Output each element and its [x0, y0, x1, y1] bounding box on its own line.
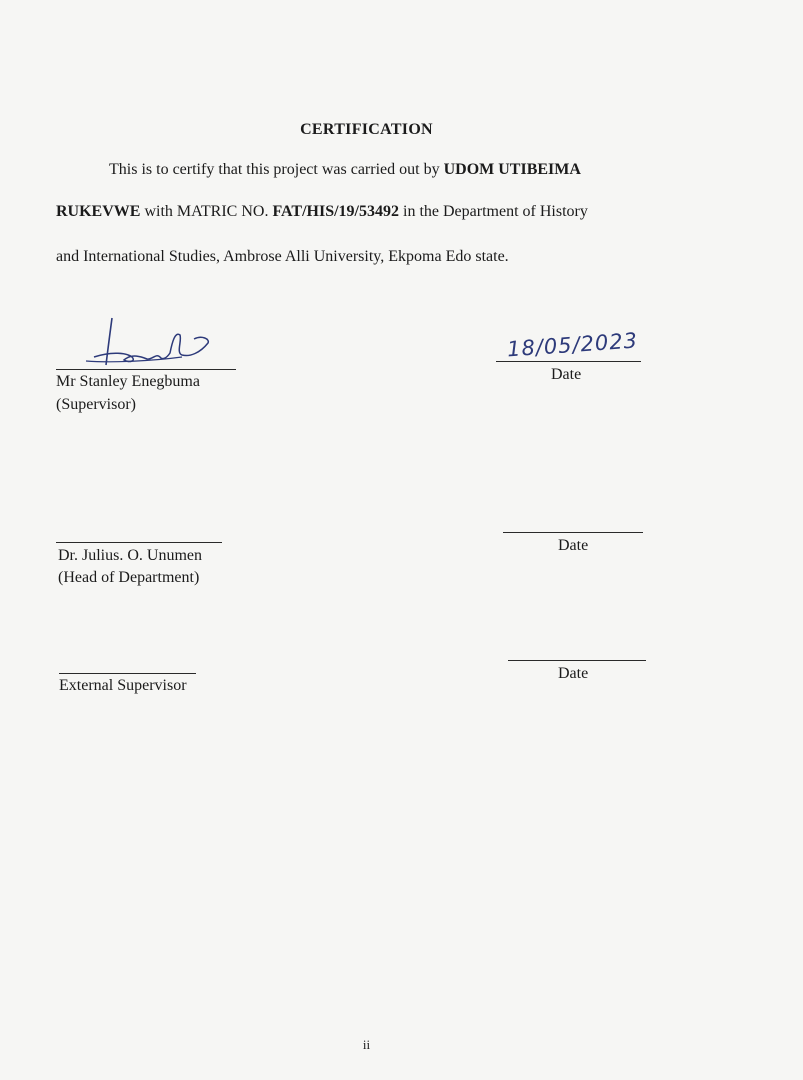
hod-date-line [503, 532, 643, 533]
handwritten-date: 18/05/2023 [506, 328, 639, 362]
body-line-1 [109, 161, 581, 179]
external-signature-line [59, 673, 196, 674]
body-text: This is to certify that this project was carried out by [109, 161, 444, 178]
external-date-label: Date [558, 665, 589, 682]
hod-role: (Head of Department) [58, 569, 200, 586]
student-name-first: UDOM UTIBEIMA [443, 161, 581, 178]
supervisor-signature-line [56, 369, 236, 370]
external-date-line [508, 660, 646, 661]
page-number: ii [362, 1037, 371, 1052]
supervisor-role: (Supervisor) [56, 396, 136, 413]
body-line-2 [56, 203, 588, 221]
supervisor-name: Mr Stanley Enegbuma [56, 373, 200, 390]
hod-date-label: Date [558, 537, 589, 554]
supervisor-date-label: Date [551, 366, 582, 383]
body-text: in the Department of History [399, 203, 588, 220]
page-title: CERTIFICATION [300, 121, 433, 138]
hod-name: Dr. Julius. O. Unumen [58, 547, 202, 564]
body-line-3: and International Studies, Ambrose Alli University, Ekpoma Edo state. [56, 248, 509, 265]
supervisor-date-line [496, 361, 641, 362]
student-name-last: RUKEVWE [56, 203, 141, 220]
external-supervisor-label: External Supervisor [59, 677, 187, 694]
supervisor-signature [72, 313, 222, 373]
hod-signature-line [56, 542, 222, 543]
body-text: with MATRIC NO. [140, 203, 273, 220]
matric-number: FAT/HIS/19/53492 [272, 203, 399, 220]
